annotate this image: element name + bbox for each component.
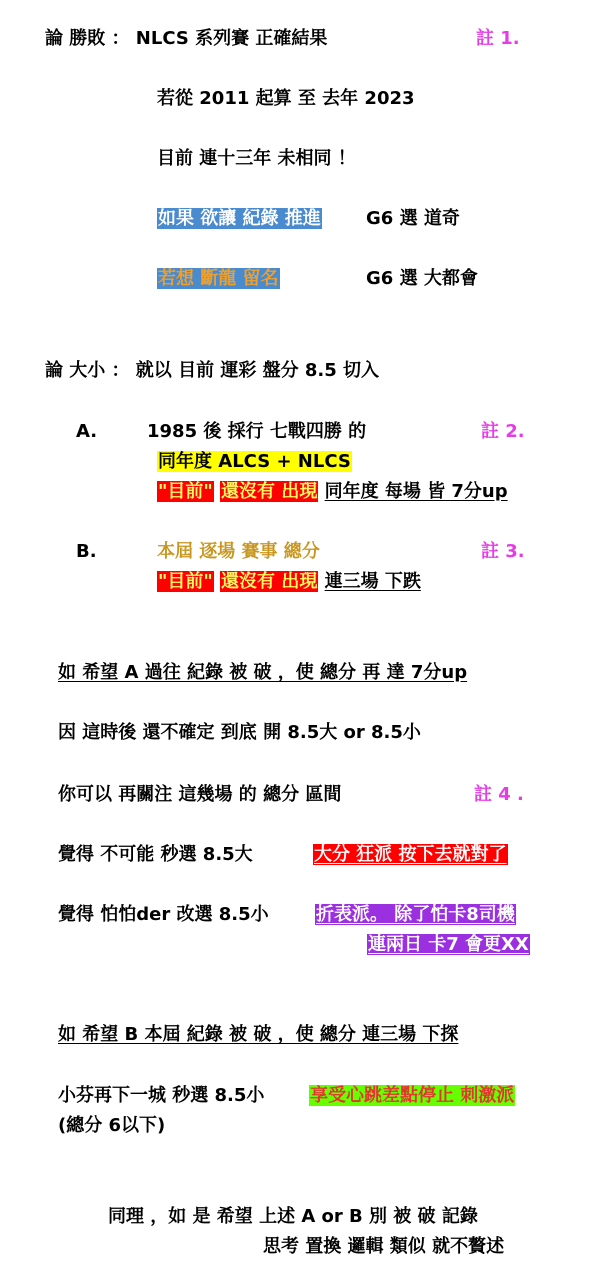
item-a-text: 1985 後 採行 七戰四勝 的: [147, 421, 367, 442]
win-line-5-tail: G6 選 大都會: [366, 268, 478, 289]
part-b-line-1-hl: [309, 1083, 515, 1109]
not-yet-highlight: 還沒有 出現: [221, 481, 318, 502]
win-line-2: 若從 2011 起算 至 去年 2023: [157, 88, 415, 109]
closing-line-2: 思考 置換 邏輯 類似 就不贅述: [263, 1236, 505, 1257]
part-a-heading: 如 希望 A 過往 紀錄 被 破 ，使 總分 再 達 7分up: [58, 662, 468, 683]
item-a-label: A.: [76, 421, 98, 442]
big-score-highlight: 大分 狂派 按下去就對了: [314, 844, 507, 865]
win-line-3: 目前 連十三年 未相同 ！: [157, 148, 356, 169]
note-2: 註 2.: [481, 421, 525, 442]
closing-line-1: 同理 ，如 是 希望 上述 A or B 別 被 破 記錄: [108, 1206, 478, 1227]
item-a-tail: 同年度 每場 皆 7分up: [324, 481, 508, 502]
item-b-tail: 連三場 下跌: [324, 571, 421, 592]
item-b-text: 本屆 逐場 賽事 總分: [157, 541, 320, 562]
size-intro: 論 大小 ： 就以 目前 運彩 盤分 8.5 切入: [45, 360, 380, 381]
part-a-line-4-hl: [315, 902, 516, 928]
thrill-highlight: 享受心跳差點停止 刺激派: [310, 1085, 515, 1106]
item-a-highlight-line: [157, 449, 352, 475]
note-1: 註 1.: [476, 28, 520, 49]
current-quote-b: "目前": [158, 571, 213, 592]
not-yet-highlight-b: 還沒有 出現: [221, 571, 318, 592]
part-a-line-4: 覺得 怕怕der 改選 8.5小: [58, 904, 269, 925]
note-3: 註 3.: [481, 541, 525, 562]
win-line-4: [157, 206, 322, 232]
win-title: 論 勝敗 ： NLCS 系列賽 正確結果: [45, 28, 328, 49]
part-a-line-5-hl: [367, 932, 530, 958]
win-line-4-tail: G6 選 道奇: [366, 208, 460, 229]
item-b-line-2: [157, 569, 421, 595]
item-b-label: B.: [76, 541, 97, 562]
part-a-line-1: 因 這時後 還不確定 到底 開 8.5大 or 8.5小: [58, 722, 421, 743]
item-a-line-3: [157, 479, 508, 505]
note-4: 註 4 .: [474, 784, 524, 805]
win-line-5: [157, 266, 285, 292]
part-a-line-2: 你可以 再關注 這幾場 的 總分 區間: [58, 784, 342, 805]
part-b-line-2: (總分 6以下): [58, 1115, 166, 1136]
part-a-line-3-hl: [313, 842, 508, 868]
break-record-highlight: 若想 斷龍 留名: [158, 268, 279, 289]
keep-record-highlight: 如果 欲讓 紀錄 推進: [158, 208, 321, 229]
hedge-highlight: 折表派。 除了怕卡8司機: [316, 904, 515, 925]
alcs-nlcs-highlight: 同年度 ALCS + NLCS: [158, 451, 351, 472]
part-b-heading: 如 希望 B 本屆 紀錄 被 破 ，使 總分 連三場 下探: [58, 1024, 459, 1045]
part-a-line-3: 覺得 不可能 秒選 8.5大: [58, 844, 253, 865]
part-b-line-1: 小芬再下一城 秒選 8.5小: [58, 1085, 265, 1106]
current-quote: "目前": [158, 481, 213, 502]
hedge-highlight-2: 連兩日 卡7 會更XX: [368, 934, 529, 955]
